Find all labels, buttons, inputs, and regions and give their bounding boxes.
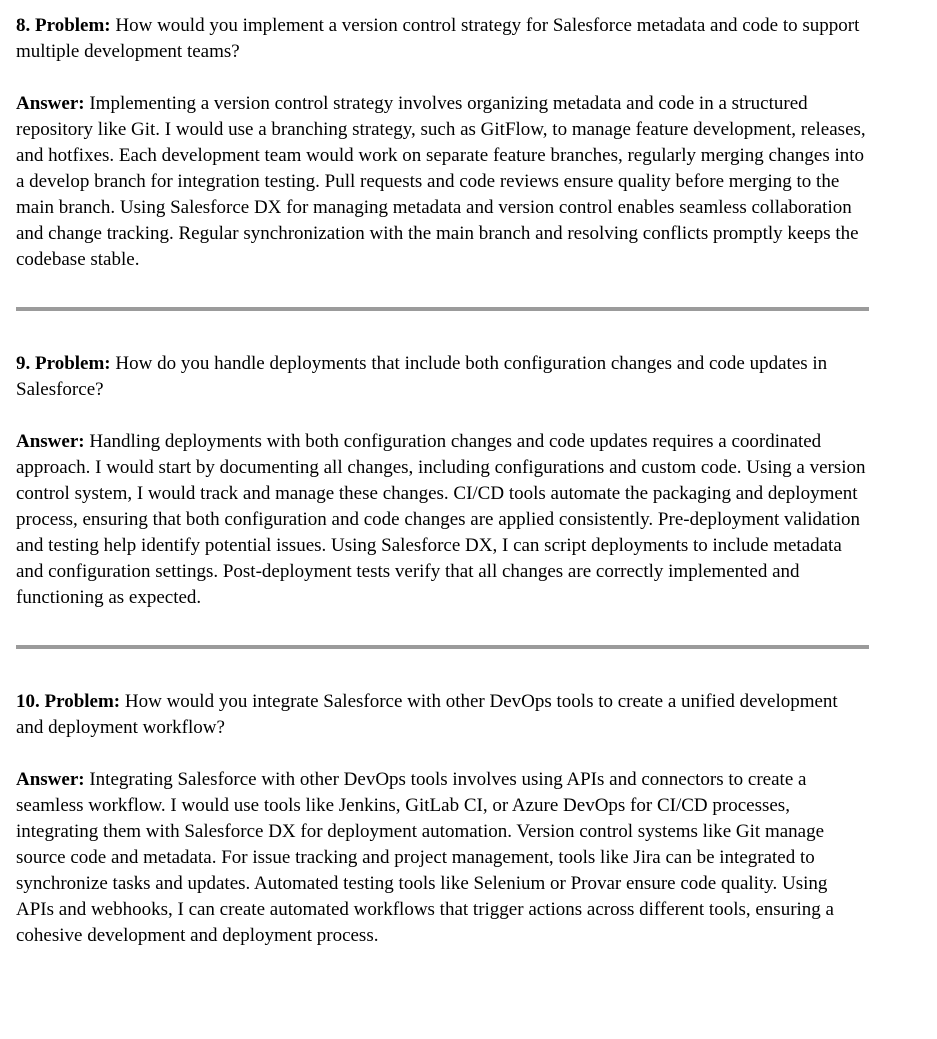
answer-paragraph <box>16 429 869 611</box>
answer-text: Integrating Salesforce with other DevOps tools involves using APIs and connectors to create a seamless workflow. I would use tools like Jenkins, GitLab CI, or Azure DevOps for CI/CD processes, integrating them with Salesforce DX for deployment automation. Version control systems like Git manage source code and metadata. For issue tracking and project management, tools like Jira can be integrated to synchronize tasks and updates. Automated testing tools like Selenium or Provar ensure code quality. Using APIs and webhooks, I can create automated workflows that trigger actions across different tools, ensuring a cohesive development and deployment process. <box>16 769 834 946</box>
problem-paragraph <box>16 351 869 403</box>
answer-paragraph <box>16 91 869 273</box>
section-divider <box>16 307 869 311</box>
problem-text: How do you handle deployments that include both configuration changes and code updates in Salesforce? <box>16 353 828 400</box>
problem-label: 10. Problem: <box>16 691 121 712</box>
problem-paragraph <box>16 13 869 65</box>
problem-text: How would you integrate Salesforce with other DevOps tools to create a unified development and deployment workflow? <box>16 691 838 738</box>
answer-text: Handling deployments with both configuration changes and code updates requires a coordinated approach. I would start by documenting all changes, including configurations and custom code. Using a version control system, I would track and manage these changes. CI/CD tools automate the packaging and deployment process, ensuring that both configuration and code changes are applied consistently. Pre-deployment validation and testing help identify potential issues. Using Salesforce DX, I can script deployments to include metadata and configuration settings. Post-deployment tests verify that all changes are correctly implemented and functioning as expected. <box>16 431 866 608</box>
answer-text: Implementing a version control strategy involves organizing metadata and code in a structured repository like Git. I would use a branching strategy, such as GitFlow, to manage feature development, releases, and hotfixes. Each development team would work on separate feature branches, regularly merging changes into a develop branch for integration testing. Pull requests and code reviews ensure quality before merging to the main branch. Using Salesforce DX for managing metadata and version control enables seamless collaboration and change tracking. Regular synchronization with the main branch and resolving conflicts promptly keeps the codebase stable. <box>16 93 866 270</box>
qa-section-8 <box>16 13 869 273</box>
answer-label: Answer: <box>16 769 85 790</box>
answer-paragraph <box>16 767 869 949</box>
problem-text: How would you implement a version control strategy for Salesforce metadata and code to support multiple development teams? <box>16 15 860 62</box>
section-divider <box>16 645 869 649</box>
problem-paragraph <box>16 689 869 741</box>
answer-label: Answer: <box>16 93 85 114</box>
problem-label: 9. Problem: <box>16 353 111 374</box>
qa-section-10 <box>16 689 869 949</box>
problem-label: 8. Problem: <box>16 15 111 36</box>
qa-section-9 <box>16 351 869 611</box>
answer-label: Answer: <box>16 431 85 452</box>
